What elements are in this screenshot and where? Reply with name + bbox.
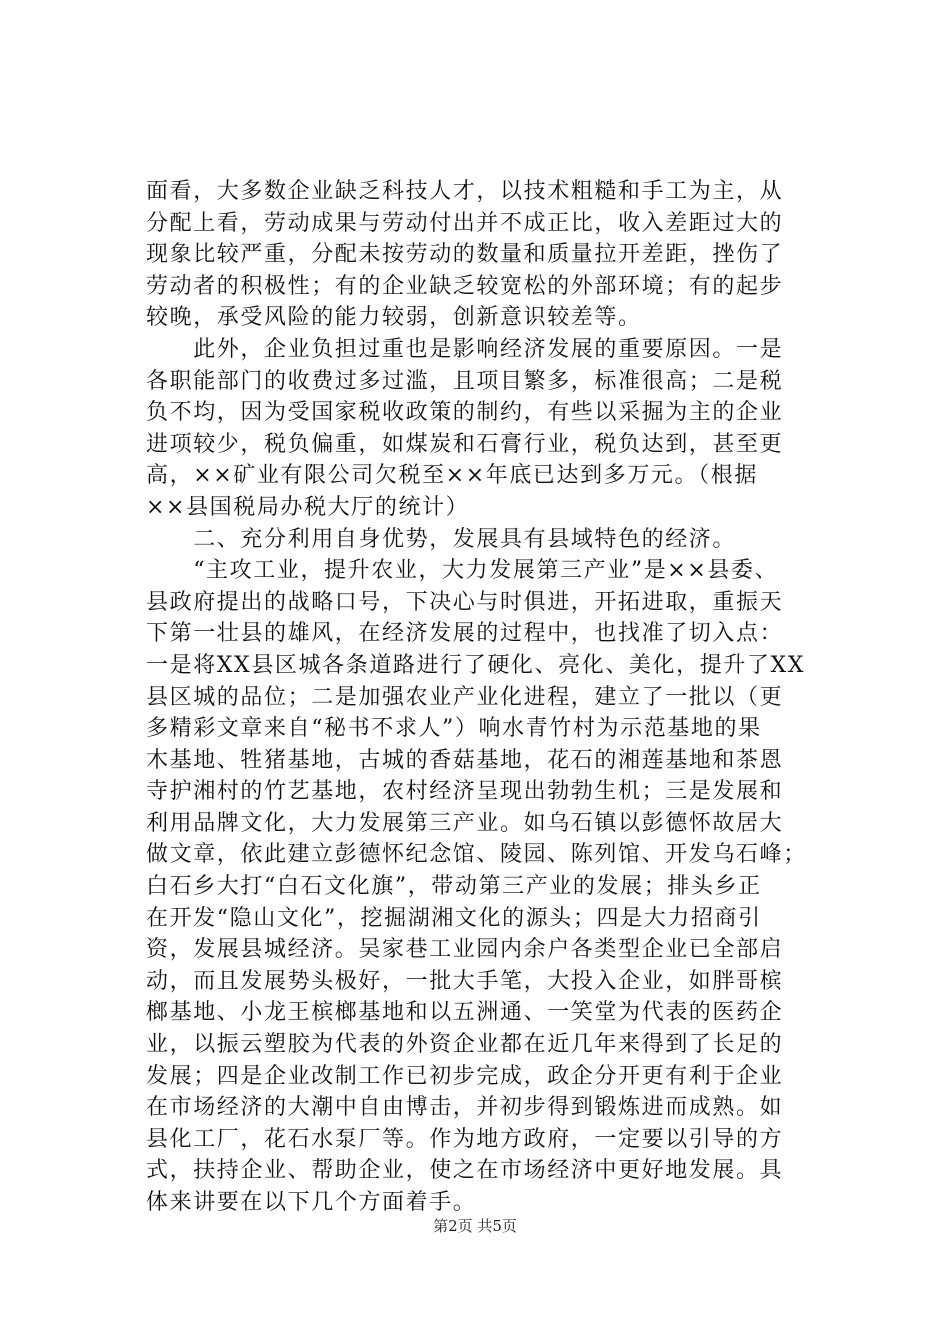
text-line: 负不均，因为受国家税收政策的制约，有些以采掘为主的企业 [146, 400, 784, 426]
text-line: 县区城的品位；二是加强农业产业化进程，建立了一批以（更 [146, 684, 784, 710]
text-line: 此外，企业负担过重也是影响经济发展的重要原因。一是 [146, 336, 784, 362]
text-line: 发展；四是企业改制工作已初步完成，政企分开更有利于企业 [146, 1063, 784, 1089]
text-line: 式，扶持企业、帮助企业，使之在市场经济中更好地发展。具 [146, 1158, 784, 1184]
text-line: 做文章，依此建立彭德怀纪念馆、陵园、陈列馆、开发乌石峰； [146, 842, 807, 868]
text-line: 寺护湘村的竹艺基地，农村经济呈现出勃勃生机；三是发展和 [146, 779, 784, 805]
text-line: 分配上看，劳动成果与劳动付出并不成正比，收入差距过大的 [146, 210, 784, 236]
text-line: 榔基地、小龙王槟榔基地和以五洲通、一笑堂为代表的医药企 [146, 1000, 784, 1026]
text-line: 各职能部门的收费过多过滥，且项目繁多，标准很高；二是税 [146, 368, 784, 394]
text-line: 下第一壮县的雄风，在经济发展的过程中，也找准了切入点： [146, 621, 784, 647]
text-line: ××县国税局办税大厅的统计） [146, 494, 470, 520]
text-line: 较晚，承受风险的能力较弱，创新意识较差等。 [146, 305, 642, 331]
text-line: 一是将XX县区城各条道路进行了硬化、亮化、美化，提升了XX [146, 652, 806, 678]
text-line: 县化工厂，花石水泵厂等。作为地方政府，一定要以引导的方 [146, 1126, 784, 1152]
text-line: 业，以振云塑胶为代表的外资企业都在近几年来得到了长足的 [146, 1032, 784, 1058]
text-line: 体来讲要在以下几个方面着手。 [146, 1190, 477, 1215]
text-line: 县政府提出的战略口号，下决心与时俱进，开拓进取，重振天 [146, 589, 784, 615]
text-line: 在开发“隐山文化”，挖掘湖湘文化的源头；四是大力招商引 [146, 905, 762, 931]
text-line: 利用品牌文化，大力发展第三产业。如乌石镇以彭德怀故居大 [146, 810, 784, 836]
text-line: 高，××矿业有限公司欠税至××年底已达到多万元。（根据 [146, 463, 758, 489]
section-heading: 二、充分利用自身优势，发展具有县域特色的经济。 [146, 526, 737, 552]
text-line: 面看，大多数企业缺乏科技人才，以技术粗糙和手工为主，从 [146, 179, 784, 204]
text-line: 在市场经济的大潮中自由博击，并初步得到锻炼进而成熟。如 [146, 1095, 784, 1121]
text-line: 动，而且发展势头极好，一批大手笔，大投入企业，如胖哥槟 [146, 968, 784, 994]
text-line: 多精彩文章来自“秘书不求人”）响水青竹村为示范基地的果 [146, 716, 762, 742]
text-line: 资，发展县城经济。吴家巷工业园内余户各类型企业已全部启 [146, 937, 784, 963]
page-number-footer: 第2页 共5页 [433, 1217, 517, 1235]
text-line: 进项较少，税负偏重，如煤炭和石膏行业，税负达到，甚至更 [146, 431, 784, 457]
text-line: “主攻工业，提升农业，大力发展第三产业”是××县委、 [146, 558, 779, 584]
body-text [146, 176, 836, 1219]
text-line: 木基地、牲猪基地，古城的香菇基地，花石的湘莲基地和茶恩 [146, 747, 784, 773]
text-line: 白石乡大打“白石文化旗”，带动第三产业的发展；排头乡正 [146, 874, 762, 900]
text-line: 现象比较严重，分配未按劳动的数量和质量拉开差距，挫伤了 [146, 242, 784, 268]
text-line: 劳动者的积极性；有的企业缺乏较宽松的外部环境；有的起步 [146, 273, 784, 299]
